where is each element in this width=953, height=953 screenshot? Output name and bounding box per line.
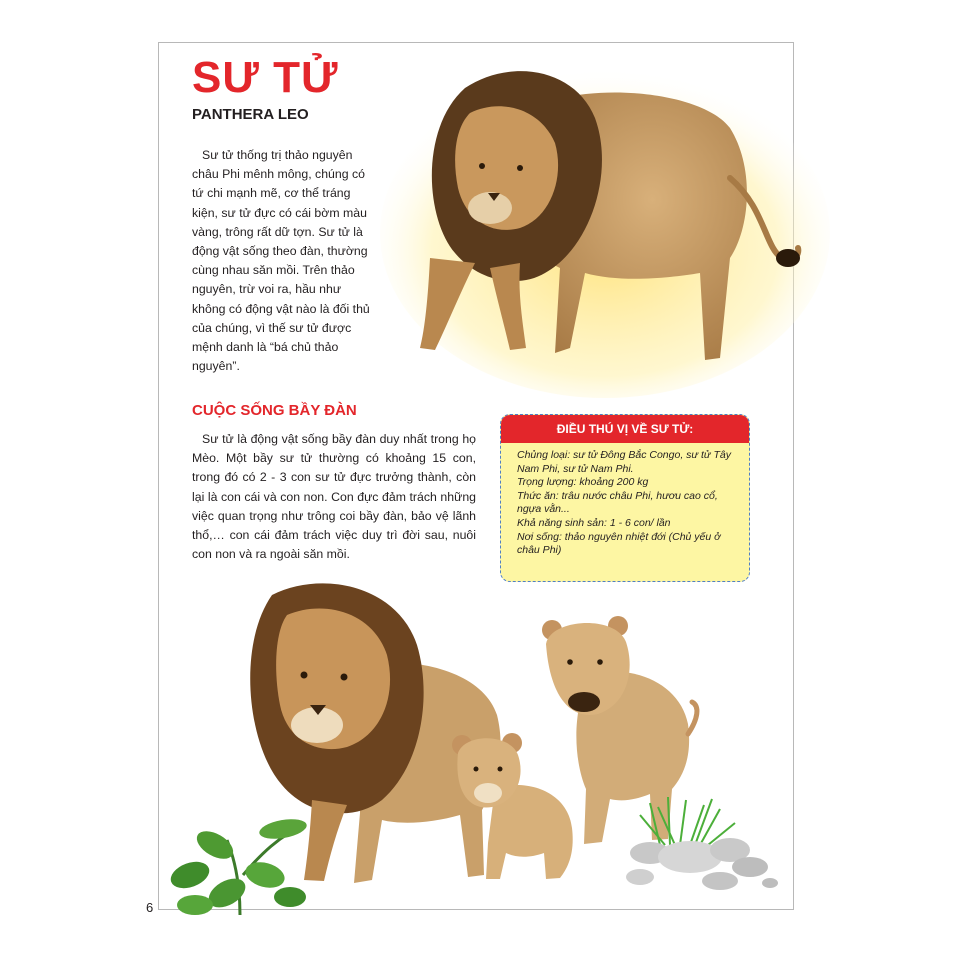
walking-lion-image [370, 58, 830, 398]
plant-image [165, 815, 315, 920]
page-title: SƯ TỬ [192, 53, 339, 102]
facts-list [501, 443, 749, 558]
fact-item: Nơi sống: thảo nguyên nhiệt đới (Chủ yếu ở châu Phi) [517, 530, 721, 557]
rocks-grass-image [620, 795, 785, 895]
fact-item: Trọng lượng: khoảng 200 kg [517, 476, 649, 489]
intro-paragraph: Sư tử thống trị thảo nguyên châu Phi mênh mông, chúng có tứ chi mạnh mẽ, cơ thể tráng kiện, sư tử đực có cái bờm màu vàng, trông rất dữ tợn. Sư tử là động vật sống theo đàn, thường cùng nhau săn mồi. Trên thảo nguyên, trừ voi ra, hầu như không có động vật nào là đối thủ của chúng, vì thế sư tử được mệnh danh là “bá chủ thảo nguyên”. [192, 148, 370, 374]
facts-title: ĐIỀU THÚ VỊ VỀ SƯ TỬ: [501, 415, 749, 443]
fact-item: Chủng loại: sư tử Đông Bắc Congo, sư tử Tây Nam Phi, sư tử Nam Phi. [517, 449, 731, 475]
facts-box [500, 414, 750, 582]
section-paragraph: Sư tử là động vật sống bầy đàn duy nhất trong họ Mèo. Một bầy sư tử thường có khoảng 15 con, trong đó có 2 - 3 con sư tử đực trưởng thành, còn lại là con cái và con non. Con đực đảm trách những việc quan trọng như trông coi bầy đàn, bảo vệ lãnh thổ,… con cái đảm trách việc duy trì đời sau, nuôi con non và ra ngoài săn mồi. [192, 432, 476, 562]
fact-item: Thức ăn: trâu nước châu Phi, hươu cao cổ, ngựa vằn... [517, 489, 718, 516]
latin-name: PANTHERA LEO [192, 106, 309, 123]
page-number: 6 [146, 900, 154, 915]
fact-item: Khả năng sinh sản: 1 - 6 con/ lần [517, 516, 671, 529]
section-title: CUỘC SỐNG BẦY ĐÀN [192, 402, 357, 419]
